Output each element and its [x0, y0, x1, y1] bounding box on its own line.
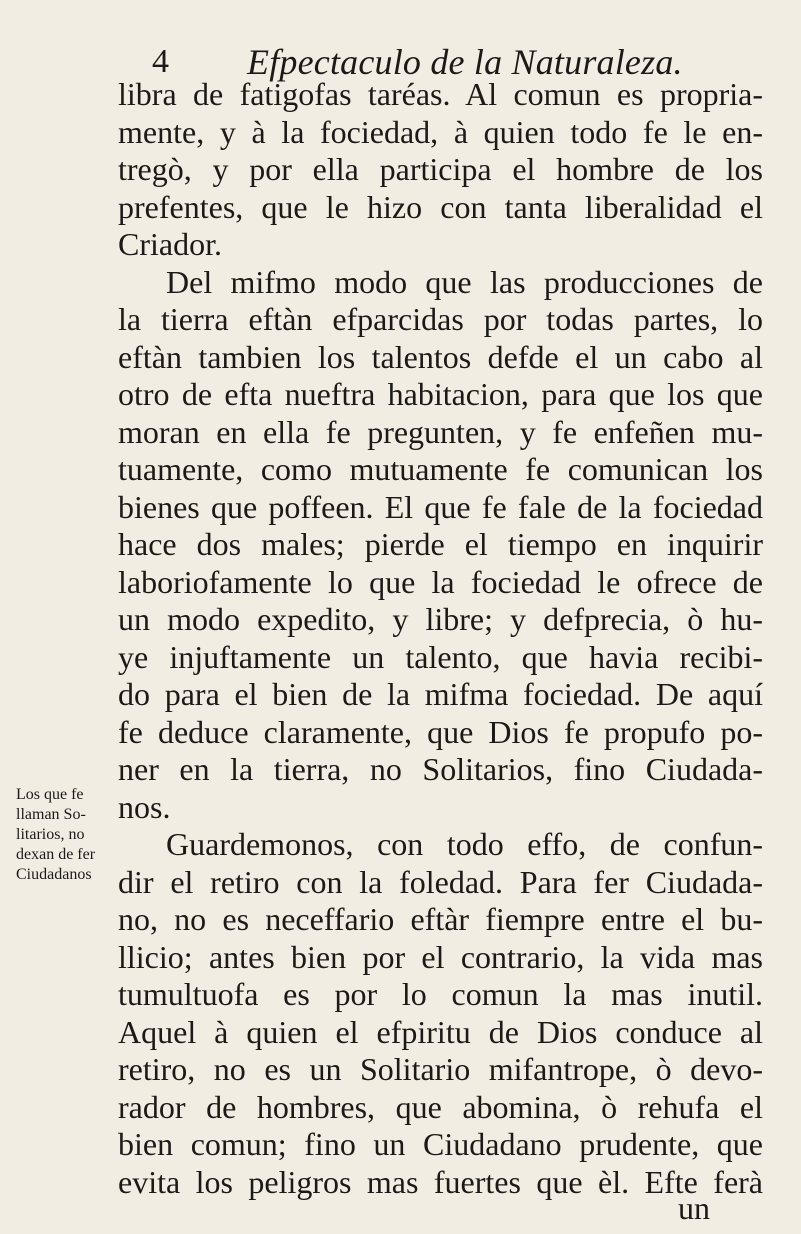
page-number: 4	[152, 43, 169, 80]
text-line: retiro, no es un Solitario mifantrope, ò devo-	[118, 1051, 763, 1087]
text-line: no, no es neceffario eftàr fiempre entre el bu-	[118, 901, 763, 937]
margin-note-line: llaman So-	[16, 806, 86, 823]
text-line: Criador.	[118, 226, 222, 262]
text-line: otro de efta nueftra habitacion, para que los que	[118, 376, 763, 412]
text-line: Aquel à quien el efpiritu de Dios conduce al	[118, 1013, 763, 1050]
text-line: un modo expedito, y libre; y defprecia, ò hu-	[118, 601, 763, 637]
paragraph-start-line: Guardemonos, con todo effo, de confun-	[166, 826, 763, 862]
margin-note-line: litarios, no	[16, 826, 85, 843]
text-line: laboriofamente lo que la fociedad le ofrece de	[118, 563, 763, 600]
text-line: eftàn tambien los talentos defde el un cabo al	[118, 338, 763, 375]
text-line: ye injuftamente un talento, que havia recibi-	[118, 638, 763, 675]
text-line: moran en ella fe pregunten, y fe enfeñen mu-	[118, 413, 763, 450]
text-line: llicio; antes bien por el contrario, la vida mas	[118, 938, 763, 975]
text-line: tuamente, como mutuamente fe comunican los	[118, 451, 763, 487]
text-line: rador de hombres, que abomina, ò rehufa el	[118, 1088, 763, 1125]
text-line: fe deduce claramente, que Dios fe propufo po-	[118, 713, 763, 750]
text-line: la tierra eftàn efparcidas por todas partes, lo	[118, 301, 763, 337]
catchword: un	[678, 1190, 710, 1226]
text-line: bienes que poffeen. El que fe fale de la fociedad	[118, 488, 763, 525]
text-line: prefentes, que le hizo con tanta liberalidad el	[118, 188, 763, 225]
running-title: Efpectaculo de la Naturaleza.	[247, 42, 683, 82]
text-line: evita los peligros mas fuertes que èl. Efte ferà	[118, 1163, 763, 1200]
text-line: mente, y à la fociedad, à quien todo fe le en-	[118, 113, 763, 150]
text-line: dir el retiro con la foledad. Para fer Ciudada-	[118, 863, 763, 900]
paragraph-start-line: Del mifmo modo que las producciones de	[166, 263, 763, 300]
text-line: nos.	[118, 788, 171, 825]
text-line: do para el bien de la mifma fociedad. De aquí	[118, 676, 763, 712]
margin-note-line: dexan de fer	[16, 846, 96, 863]
text-line: hace dos males; pierde el tiempo en inquirir	[118, 526, 763, 562]
body-text	[118, 76, 763, 1201]
margin-note	[16, 785, 106, 885]
text-line: tumultuofa es por lo comun la mas inutil.	[118, 976, 763, 1012]
text-line: tregò, y por ella participa el hombre de los	[118, 151, 763, 187]
text-line: ner en la tierra, no Solitarios, fino Ciudada-	[118, 751, 763, 787]
margin-note-line: Los que fe	[16, 786, 84, 803]
text-line: libra de fatigofas taréas. Al comun es propria-	[118, 76, 763, 112]
margin-note-line: Ciudadanos	[16, 866, 92, 883]
text-line: bien comun; fino un Ciudadano prudente, que	[118, 1126, 763, 1162]
